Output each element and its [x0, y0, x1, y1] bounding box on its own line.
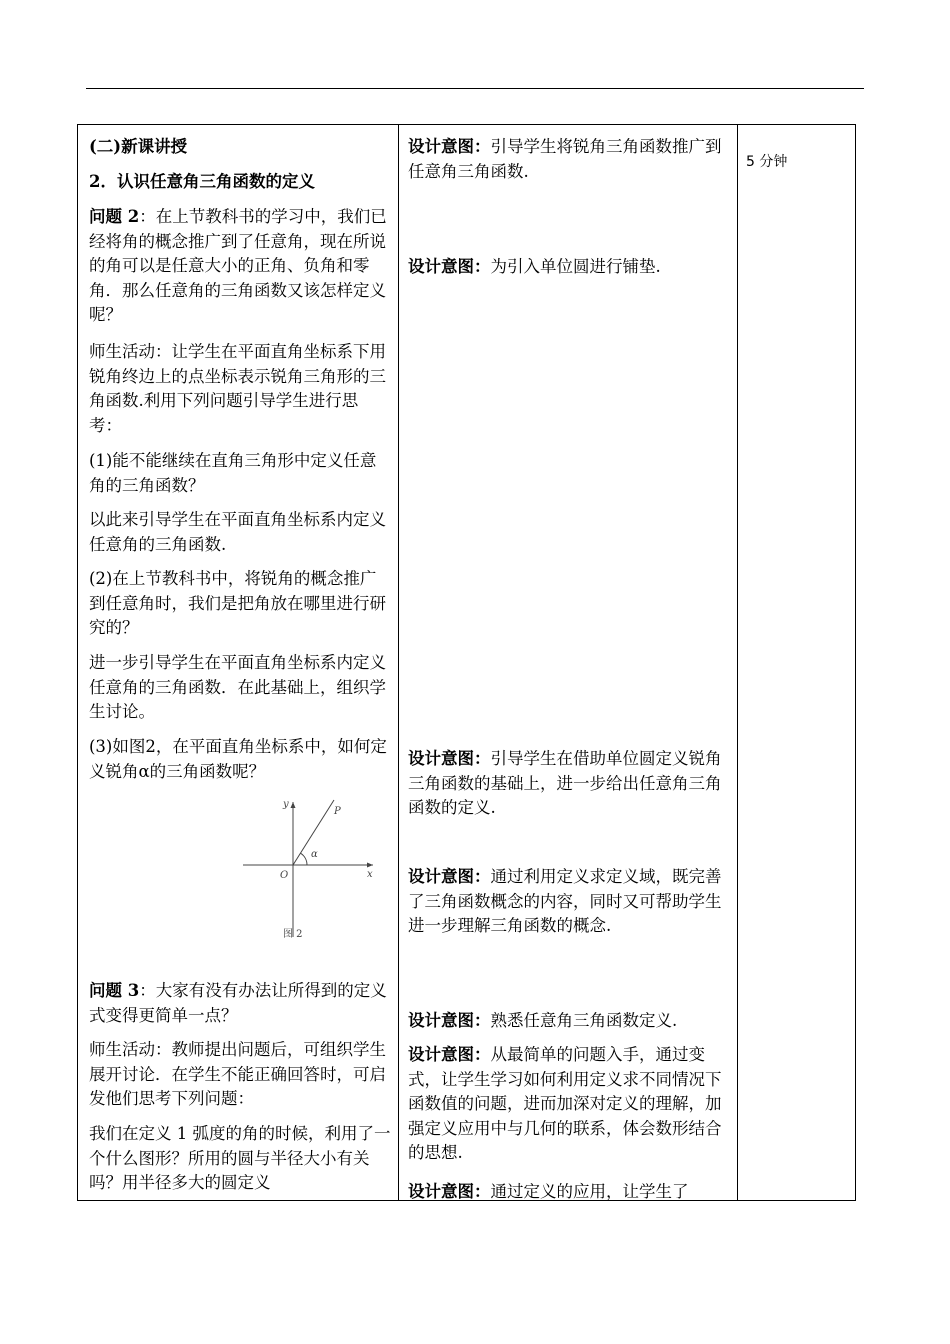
question-3-text: ：大家有没有办法让所得到的定义式变得更简单一点？: [89, 981, 387, 1025]
design-intent-text: 通过利用定义求定义域，既完善了三角函数概念的内容，同时又可帮助学生进一步理解三角函数的概念.: [408, 867, 722, 935]
design-intent-label: 设计意图：: [408, 867, 491, 886]
origin-label: O: [280, 870, 289, 881]
design-intent-label: 设计意图：: [408, 1045, 491, 1064]
guiding-question-2: (2)在上节教科书中，将锐角的概念推广到任意角时，我们是把角放在哪里进行研究的？: [89, 569, 386, 637]
question-2-label: 问题 2: [89, 207, 140, 226]
guiding-note-1: 以此来引导学生在平面直角坐标系内定义任意角的三角函数.: [89, 510, 386, 554]
time-column: [738, 125, 856, 1200]
design-intent-text: 引导学生在借助单位圆定义锐角三角函数的基础上，进一步给出任意角三角函数的定义.: [408, 749, 722, 817]
guiding-note-2: 进一步引导学生在平面直角坐标系内定义任意角的三角函数．在此基础上，组织学生讨论。: [89, 653, 386, 721]
design-intent-text: 引导学生将锐角三角函数推广到任意角三角函数.: [408, 137, 722, 181]
time-allocation: 5 分钟: [746, 154, 788, 170]
question-3: [89, 979, 391, 1028]
design-intent: [408, 255, 730, 280]
design-intent-text: 通过定义的应用，让学生了: [490, 1182, 689, 1200]
subsection-heading: 2．认识任意角三角函数的定义: [89, 172, 315, 191]
y-axis-label: y: [283, 799, 289, 810]
coordinate-figure: [238, 797, 378, 942]
guiding-question-1: (1)能不能继续在直角三角形中定义任意角的三角函数？: [89, 451, 377, 495]
angle-arc: [301, 853, 308, 865]
design-intent-label: 设计意图：: [408, 137, 491, 156]
design-intent: [408, 865, 730, 939]
design-intent-label: 设计意图：: [408, 1011, 491, 1030]
design-intent: [408, 1043, 730, 1166]
x-axis-arrow: [367, 863, 373, 868]
guiding-question-4: 我们在定义 1 弧度的角的时候，利用了一个什么图形？所用的圆与半径大小有关吗？用半径多大的圆定义: [89, 1124, 391, 1192]
design-intent-label: 设计意图：: [408, 749, 491, 768]
design-intent: [408, 747, 730, 821]
design-intent-column: [399, 125, 737, 1200]
design-intent: [408, 1180, 730, 1200]
design-intent-label: 设计意图：: [408, 257, 491, 276]
x-axis-label: x: [367, 869, 373, 880]
teacher-student-activity: 师生活动：教师提出问题后，可组织学生展开讨论．在学生不能正确回答时，可启发他们思考下列问题：: [89, 1040, 386, 1108]
figure-caption: 图 2: [283, 929, 303, 940]
header-rule: [86, 88, 864, 89]
teacher-student-activity: 师生活动：让学生在平面直角坐标系下用锐角终边上的点坐标表示锐角三角形的三角函数.利用下列问题引导学生进行思考：: [89, 342, 386, 435]
design-intent-label: 设计意图：: [408, 1182, 491, 1200]
design-intent-text: 从最简单的问题入手，通过变式，让学生学习如何利用定义求不同情况下函数值的问题，进而加深对定义的理解，加强定义应用中与几何的联系，体会数形结合的思想.: [408, 1045, 722, 1162]
lesson-table: [77, 124, 856, 1201]
design-intent: [408, 1009, 730, 1034]
y-axis-arrow: [291, 802, 296, 808]
question-3-label: 问题 3: [89, 981, 140, 1000]
design-intent-text: 熟悉任意角三角函数定义.: [490, 1011, 678, 1030]
teaching-process-column: [78, 125, 398, 1200]
question-2: [89, 205, 391, 328]
design-intent: [408, 135, 730, 184]
design-intent-text: 为引入单位圆进行铺垫.: [490, 257, 661, 276]
section-heading: (二)新课讲授: [89, 137, 188, 156]
point-label: P: [334, 806, 341, 817]
question-2-text: ：在上节教科书的学习中，我们已经将角的概念推广到了任意角，现在所说的角可以是任意大小的正角、负角和零角．那么任意角的三角函数又该怎样定义呢？: [89, 207, 387, 324]
angle-label: α: [311, 849, 318, 860]
guiding-question-3: (3)如图2，在平面直角坐标系中，如何定义锐角α的三角函数呢？: [89, 737, 387, 781]
